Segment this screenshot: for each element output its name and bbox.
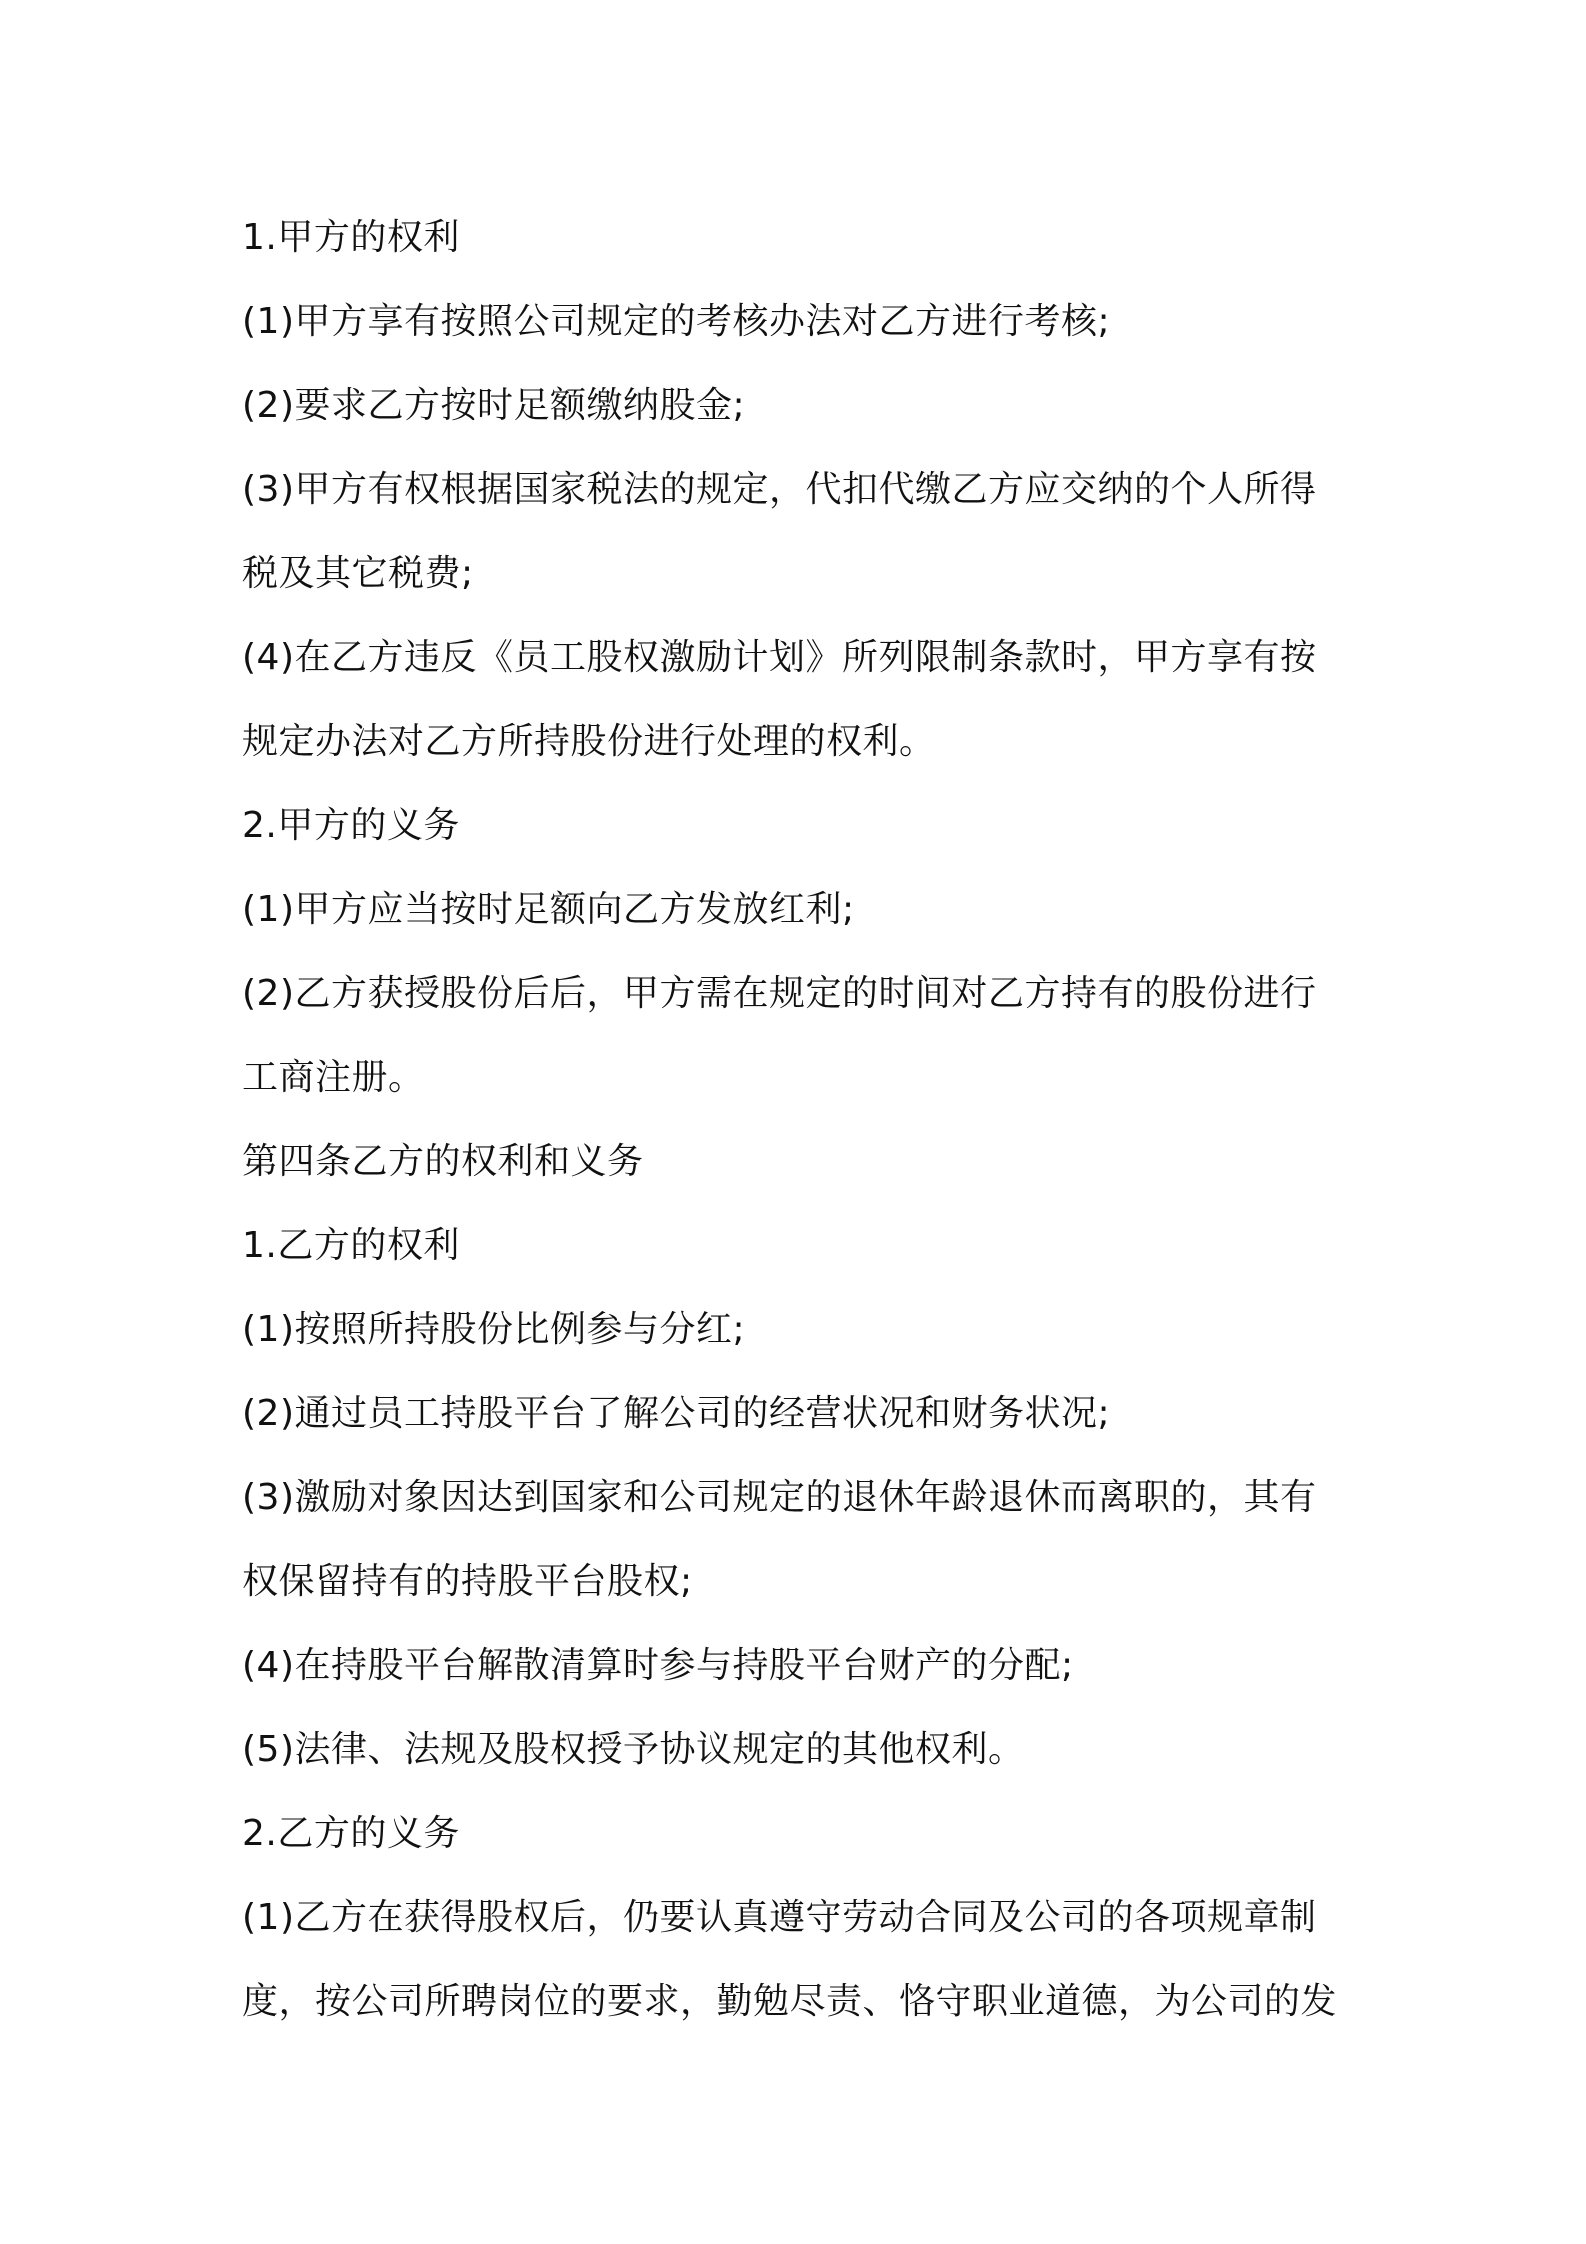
paragraph-line: (5)法律、法规及股权授予协议规定的其他权利。 [242, 1729, 1025, 1770]
section-heading-party-a-obligations: 2.甲方的义务 [242, 805, 460, 846]
paragraph-line: 权保留持有的持股平台股权; [242, 1561, 693, 1602]
paragraph-line: (4)在乙方违反《员工股权激励计划》所列限制条款时，甲方享有按 [242, 637, 1317, 678]
paragraph-line: (1)按照所持股份比例参与分红; [242, 1309, 746, 1350]
section-heading-party-b-obligations: 2.乙方的义务 [242, 1813, 460, 1854]
article-heading-article-four: 第四条乙方的权利和义务 [242, 1141, 644, 1182]
paragraph-line: (1)乙方在获得股权后，仍要认真遵守劳动合同及公司的各项规章制 [242, 1897, 1317, 1938]
paragraph-line: (3)甲方有权根据国家税法的规定，代扣代缴乙方应交纳的个人所得 [242, 469, 1317, 510]
paragraph-line: (4)在持股平台解散清算时参与持股平台财产的分配; [242, 1645, 1074, 1686]
section-heading-party-a-rights: 1.甲方的权利 [242, 217, 460, 258]
paragraph-line: 税及其它税费; [242, 553, 474, 594]
paragraph-line: (2)要求乙方按时足额缴纳股金; [242, 385, 746, 426]
paragraph-line: (1)甲方享有按照公司规定的考核办法对乙方进行考核; [242, 301, 1111, 342]
paragraph-line: (2)乙方获授股份后后，甲方需在规定的时间对乙方持有的股份进行 [242, 973, 1317, 1014]
paragraph-line: 工商注册。 [242, 1057, 425, 1098]
paragraph-line: 度，按公司所聘岗位的要求，勤勉尽责、恪守职业道德，为公司的发 [242, 1981, 1338, 2022]
paragraph-line: (1)甲方应当按时足额向乙方发放红利; [242, 889, 855, 930]
document-body [242, 196, 1357, 2044]
paragraph-line: (3)激励对象因达到国家和公司规定的退休年龄退休而离职的，其有 [242, 1477, 1317, 1518]
paragraph-line: 规定办法对乙方所持股份进行处理的权利。 [242, 721, 936, 762]
paragraph-line: (2)通过员工持股平台了解公司的经营状况和财务状况; [242, 1393, 1111, 1434]
section-heading-party-b-rights: 1.乙方的权利 [242, 1225, 460, 1266]
